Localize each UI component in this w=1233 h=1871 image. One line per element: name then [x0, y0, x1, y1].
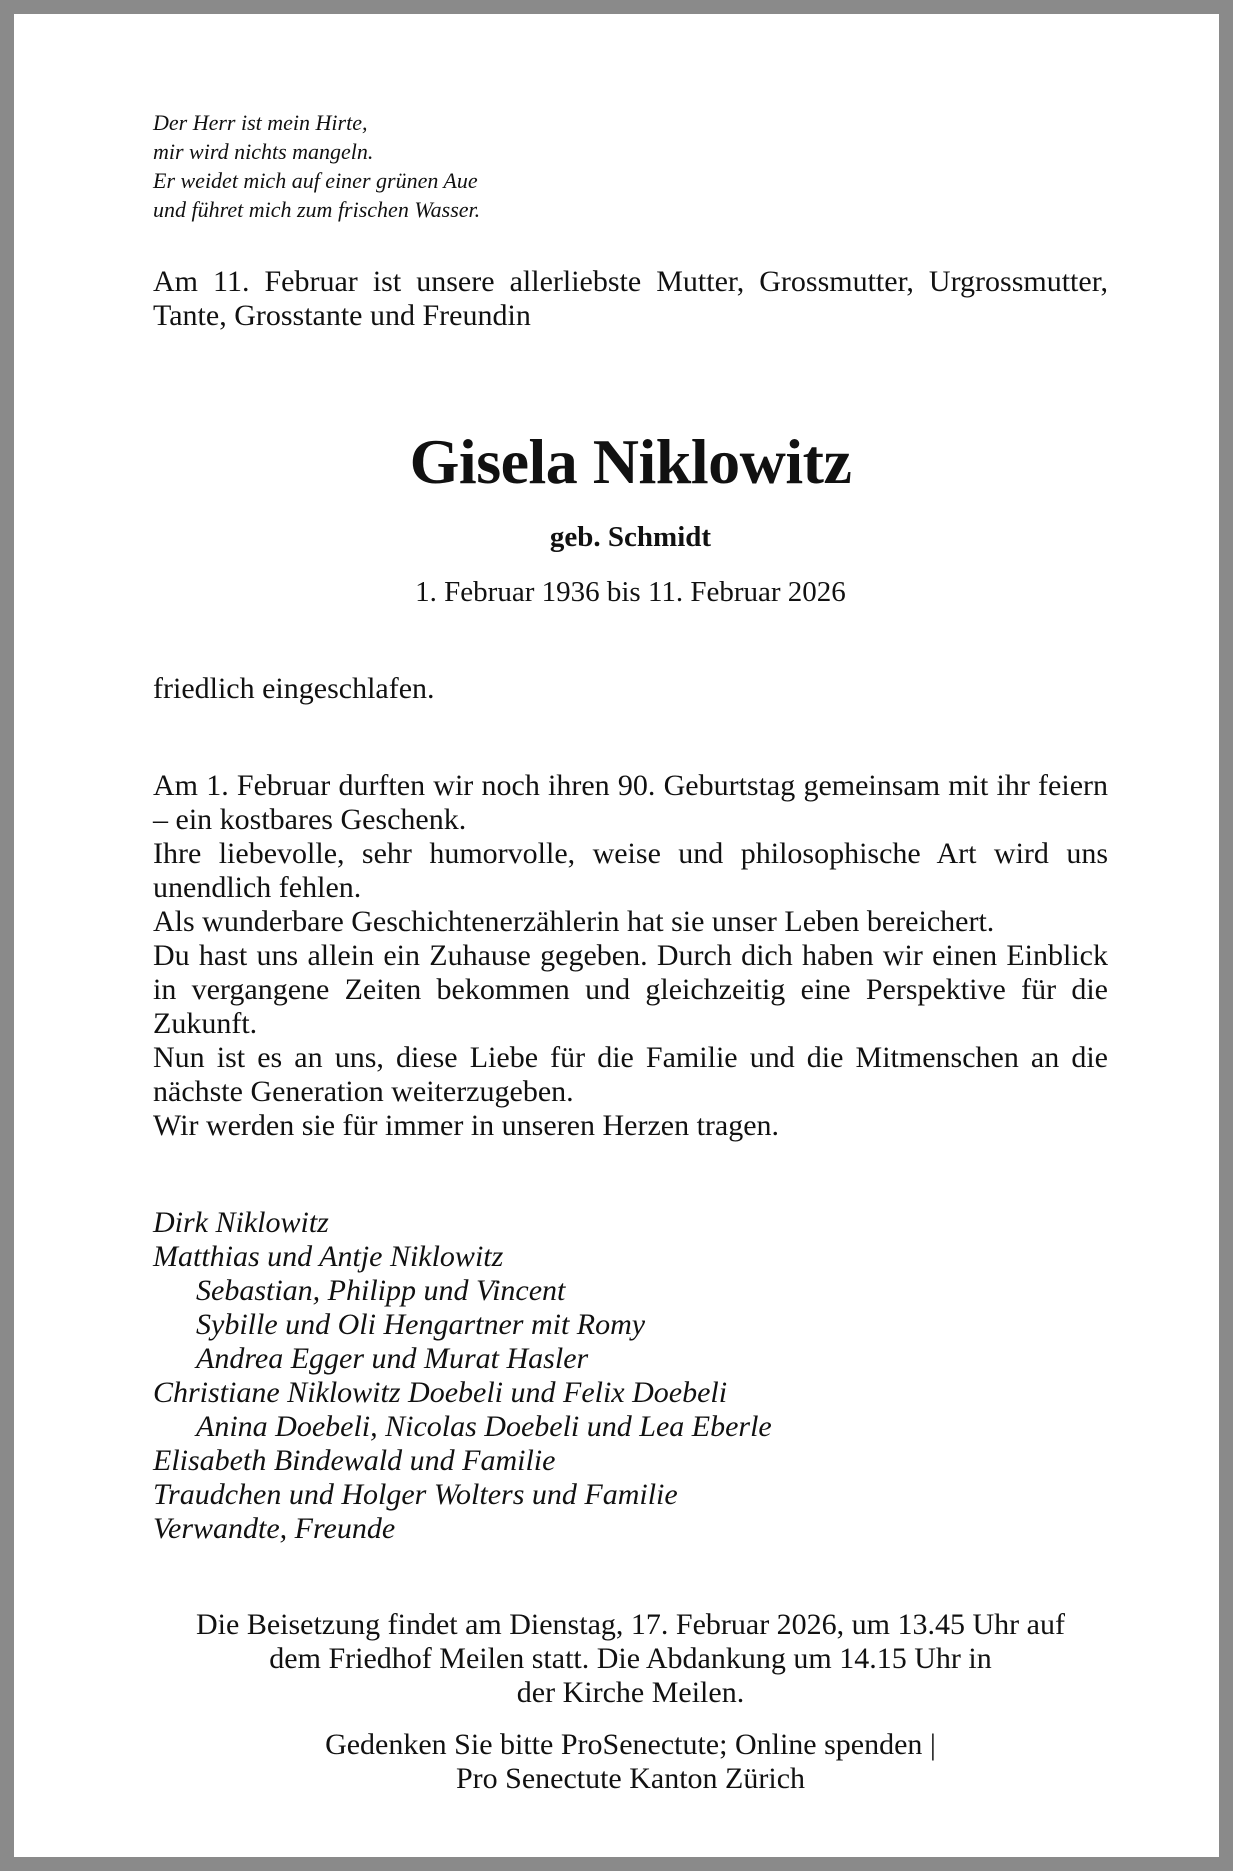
deceased-name: Gisela Niklowitz: [409, 426, 852, 497]
tribute-text: [153, 769, 1108, 1143]
psalm-quote: [153, 108, 480, 224]
donation-line: Gedenken Sie bitte ProSenectute; Online spenden |: [325, 1728, 936, 1761]
tribute-paragraph: Ihre liebevolle, sehr humorvolle, weise und philosophische Art wird uns unendlich fehlen.: [153, 837, 1108, 904]
mourner-entry: Verwandte, Freunde: [153, 1512, 396, 1545]
birth-name: geb. Schmidt: [549, 521, 712, 553]
mourner-entry: Sybille und Oli Hengartner mit Romy: [196, 1308, 646, 1341]
tribute-paragraph: Als wunderbare Geschichtenerzählerin hat sie unser Leben bereichert.: [153, 905, 995, 938]
donation-note: [153, 1728, 1108, 1796]
funeral-details: [153, 1608, 1108, 1710]
psalm-line: und führet mich zum frischen Wasser.: [153, 197, 481, 222]
donation-line: Pro Senectute Kanton Zürich: [455, 1762, 806, 1795]
tribute-paragraph: Du hast uns allein ein Zuhause gegeben. Durch dich haben wir einen Einblick in vergangene Zeiten bekommen und gleichzeitig eine Perspektive für die Zukunft.: [153, 939, 1108, 1040]
life-dates: 1. Februar 1936 bis 11. Februar 2026: [415, 576, 846, 608]
mourner-entry: Christiane Niklowitz Doebeli und Felix Doebeli: [153, 1376, 728, 1409]
tribute-paragraph: Am 1. Februar durften wir noch ihren 90. Geburtstag gemeinsam mit ihr feiern – ein kostbares Geschenk.: [153, 769, 1108, 836]
mourner-entry: Dirk Niklowitz: [153, 1206, 329, 1239]
intro-text: Am 11. Februar ist unsere allerliebste Mutter, Grossmutter, Urgrossmutter, Tante, Grosstante und Freundin: [153, 265, 1108, 332]
psalm-line: mir wird nichts mangeln.: [153, 139, 374, 164]
mourner-entry: Anina Doebeli, Nicolas Doebeli und Lea Eberle: [196, 1410, 772, 1443]
passed-text: friedlich eingeschlafen.: [153, 672, 435, 705]
mourner-entry: Sebastian, Philipp und Vincent: [196, 1274, 566, 1307]
psalm-line: Er weidet mich auf einer grünen Aue: [153, 168, 478, 193]
psalm-line: Der Herr ist mein Hirte,: [153, 110, 368, 135]
tribute-paragraph: Nun ist es an uns, diese Liebe für die Familie und die Mitmenschen an die nächste Generation weiterzugeben.: [153, 1041, 1108, 1108]
mourner-entry: Traudchen und Holger Wolters und Familie: [153, 1478, 678, 1511]
mourner-entry: Andrea Egger und Murat Hasler: [196, 1342, 589, 1375]
tribute-paragraph: Wir werden sie für immer in unseren Herzen tragen.: [153, 1109, 780, 1142]
mourner-entry: Elisabeth Bindewald und Familie: [153, 1444, 556, 1477]
mourners-list: [153, 1206, 772, 1546]
mourner-entry: Matthias und Antje Niklowitz: [153, 1240, 504, 1273]
funeral-line: Die Beisetzung findet am Dienstag, 17. Februar 2026, um 13.45 Uhr auf: [196, 1608, 1065, 1641]
funeral-line: dem Friedhof Meilen statt. Die Abdankung um 14.15 Uhr in: [269, 1642, 992, 1675]
funeral-line: der Kirche Meilen.: [516, 1676, 745, 1709]
